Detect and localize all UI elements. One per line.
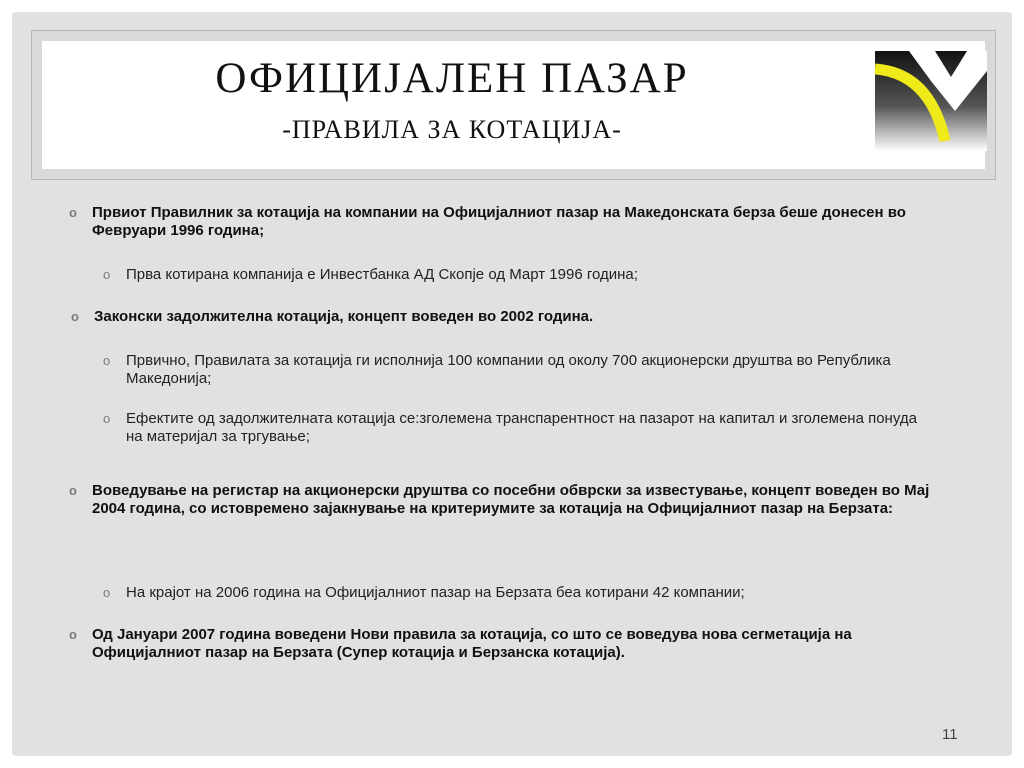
bullet-icon: o <box>103 411 111 426</box>
list-item <box>103 352 926 388</box>
page-number: 11 <box>942 726 958 743</box>
list-item-text: Првично, Правилата за котација ги исполнија 100 компании од околу 700 акционерски друштва во Република Македонија; <box>126 352 891 387</box>
slide-title: ОФИЦИЈАЛЕН ПАЗАР <box>215 55 689 102</box>
list-item-text: Прва котирана компанија е Инвестбанка АД Скопје од Март 1996 година; <box>126 266 638 283</box>
list-item <box>69 626 912 662</box>
slide-subtitle: -ПРАВИЛА ЗА КОТАЦИЈА- <box>282 115 622 144</box>
list-item-text: Првиот Правилник за котација на компании на Официјалниот пазар на Македонската берза беше донесен во Февруари 1996 година; <box>92 204 906 239</box>
bullet-icon: o <box>71 309 79 324</box>
list-item <box>103 410 926 446</box>
bullet-icon: o <box>103 585 111 600</box>
list-item <box>69 204 937 240</box>
title-box <box>42 41 985 169</box>
list-item-text: Ефектите од задолжителната котација се:зголемена транспарентност на пазарот на капитал и зголемена понуда на материјал за тргување; <box>126 410 917 445</box>
title-frame <box>31 30 996 180</box>
exchange-logo-icon <box>875 51 987 151</box>
list-item-text: Законски задолжителна котација, концепт воведен во 2002 година. <box>94 308 594 325</box>
list-item <box>71 308 939 326</box>
list-item-text: На крајот на 2006 година на Официјалниот пазар на Берзата беа котирани 42 компании; <box>126 584 745 601</box>
list-item-text: Од Јануари 2007 година воведени Нови правила за котација, со што се воведува нова сегметација на Официјалниот пазар на Берзата (Супер котација и Берзанска котација). <box>92 626 852 661</box>
list-item <box>69 482 962 518</box>
bullet-icon: o <box>103 353 111 368</box>
bullet-icon: o <box>69 205 77 220</box>
bullet-icon: o <box>69 627 77 642</box>
list-item <box>103 266 916 284</box>
list-item <box>103 584 916 602</box>
slide <box>12 12 1012 756</box>
list-item-text: Воведување на регистар на акционерски друштва со посебни обврски за известување, концепт воведен во Мај 2004 година, со истовремено зајакнување на критериумите за котација на Официјалниот пазар на Берзата: <box>92 482 930 517</box>
bullet-icon: o <box>103 267 111 282</box>
bullet-icon: o <box>69 483 77 498</box>
